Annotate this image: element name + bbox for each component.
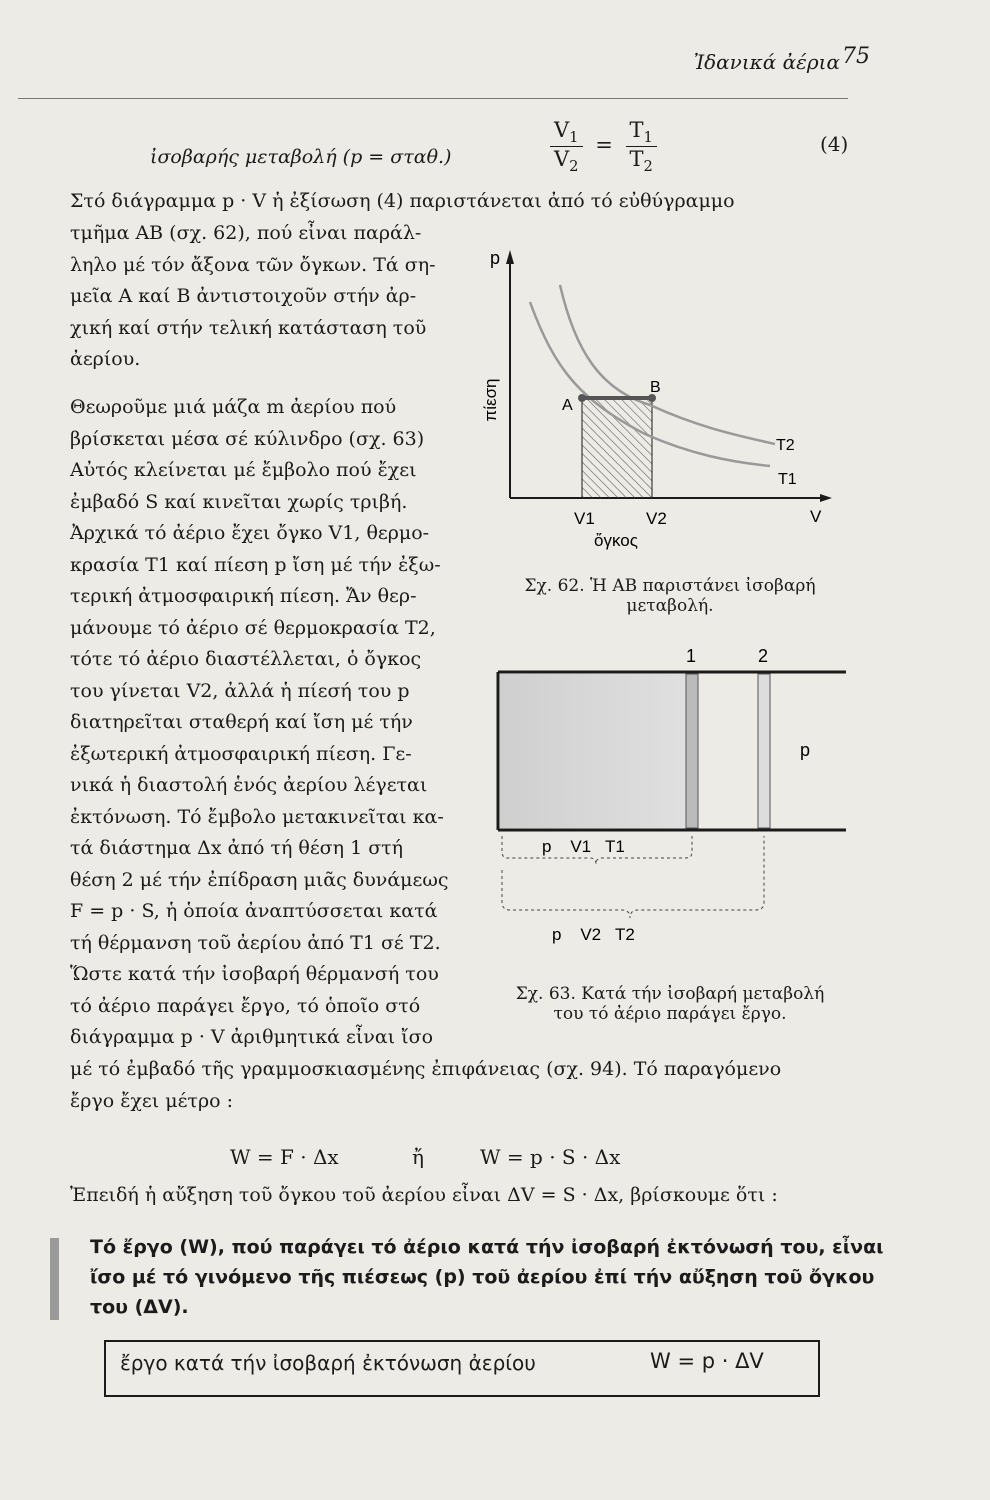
frac-t: $\frac{T_1}{T_2}$	[626, 118, 657, 175]
label-t2: T2	[776, 437, 795, 454]
isobaric-label: ἰσοβαρής μεταβολή (p = σταθ.)	[150, 146, 452, 168]
piston-position-1	[686, 674, 698, 828]
work-eq-right: W = p · S · Δx	[480, 1145, 621, 1169]
bold-statement: Τό ἔργο (W), πού παράγει τό ἀέριο κατά τήν ἰσοβαρή ἐκτόνωσή του, εἶναι ἴσο μέ τό γινόμενο τῆς πιέσεως (p) τοῦ ἀερίου ἐπί τήν αὔξηση τοῦ ὄγκου του (ΔV).	[90, 1236, 884, 1318]
label-p: p	[490, 248, 501, 268]
label-b: B	[650, 379, 661, 396]
label-pos-2: 2	[758, 646, 769, 666]
gas-region	[500, 674, 690, 828]
label-volume: ὄγκος	[594, 531, 638, 550]
label-a: A	[562, 397, 573, 414]
page-number: 75	[842, 44, 870, 69]
x-axis-arrow	[820, 494, 832, 502]
para3-full: μέ τό ἐμβαδό τῆς γραμμοσκιασμένης ἐπιφάνειας (σχ. 94). Τό παραγόμενο ἔργο ἔχει μέτρο :	[70, 1058, 782, 1112]
para1-col: τμῆμα ΑΒ (σχ. 62), πού εἶναι παράλ- ληλο μέ τόν ἄξονα τῶν ὄγκων. Τά ση- μεῖα Α καί Β ἀντιστοιχοῦν στήν ἀρ- χική καί στήν τελική κατάσταση τοῦ ἀερίου.	[70, 222, 436, 370]
boxed-label: ἔργο κατά τήν ἰσοβαρή ἐκτόνωση ἀερίου	[120, 1351, 536, 1375]
figure-63	[480, 640, 860, 970]
label-p-outside: p	[800, 740, 811, 760]
label-v2: V2	[646, 509, 667, 528]
y-axis-arrow	[506, 250, 514, 264]
header-rule	[18, 98, 848, 99]
work-eq-left: W = F · Δx	[230, 1145, 339, 1169]
label-pressure: πίεση	[481, 378, 500, 422]
pv-diagram	[470, 240, 850, 570]
margin-bar	[50, 1238, 59, 1320]
para2-col: Θεωροῦμε μιά μάζα m ἀερίου πού βρίσκεται μέσα σέ κύλινδρο (σχ. 63) Αὐτός κλείνεται μέ ἔμβολο πού ἔχει ἐμβαδό S καί κινεῖται χωρίς τριβή. Ἀρχικά τό ἀέριο ἔχει ὄγκο V1, θερμο- κρασία T1 καί πίεση p ἴση μέ τήν ἐξω- τερική ἀτμοσφαιρική πίεση. Ἄν θερ- μάνουμε τό ἀέριο σέ θερμοκρασία T2, τότε τό ἀέριο διαστέλλεται, ὁ ὄγκος του γίνεται V2, ἀλλά ἡ πίεσή του p διατηρεῖται σταθερή καί ἴση μέ τήν ἐξωτερική ἀτμοσφαιρική πίεση. Γε- νικά ἡ διαστολή ἑνός ἀερίου λέγεται ἐκτόνωση. Τό ἔμβολο μετακινεῖται κα- τά διάστημα Δx ἀπό τή θέση 1 στή θέση 2 μέ τήν ἐπίδραση μιᾶς δυνάμεως F = p · S, ἡ ὁποία ἀναπτύσσεται κατά τή θέρμανση τοῦ ἀερίου ἀπό T1 σέ T2. Ὥστε κατά τήν ἰσοβαρή θέρμανσή του τό ἀέριο παράγει ἔργο, τό ὁποῖο στό διάγραμμα p · V ἀριθμητικά εἶναι ἴσο	[70, 396, 449, 1048]
label-state2: p V2 T2	[552, 925, 635, 944]
boxed-equation: W = p · ΔV	[650, 1349, 764, 1373]
para4-full: Ἐπειδή ἡ αὔξηση τοῦ ὄγκου τοῦ ἀερίου εἶναι ΔV = S · Δx, βρίσκουμε ὅτι :	[70, 1184, 778, 1206]
caption-63: Σχ. 63. Κατά τήν ἰσοβαρή μεταβολή του τό ἀέριο παράγει ἔργο.	[515, 984, 825, 1024]
work-eq-or: ἤ	[412, 1145, 424, 1169]
frac-v: $\frac{V_1}{V_2}$	[550, 118, 583, 175]
point-a-dot	[578, 394, 586, 402]
figure-62	[470, 240, 850, 570]
running-title: Ἰδανικά ἀέρια	[693, 50, 840, 74]
para1-full: Στό διάγραμμα p · V ἡ ἐξίσωση (4) παριστάνεται ἀπό τό εὐθύγραμμο	[70, 190, 735, 212]
equation-4: $\frac{V_1}{V_2}$ = $\frac{T_1}{T_2}$	[550, 118, 657, 175]
work-area	[582, 398, 652, 498]
page-header	[0, 40, 990, 100]
caption-62: Σχ. 62. Ἡ ΑΒ παριστάνει ἰσοβαρή μεταβολή.	[524, 576, 816, 616]
label-v1: V1	[574, 509, 595, 528]
piston-position-2	[758, 674, 770, 828]
label-v: V	[810, 507, 822, 526]
cylinder-diagram	[480, 640, 860, 970]
label-state1: p V1 T1	[542, 837, 625, 856]
equation-number: (4)	[820, 132, 849, 156]
label-t1: T1	[778, 471, 797, 488]
label-pos-1: 1	[686, 646, 697, 666]
